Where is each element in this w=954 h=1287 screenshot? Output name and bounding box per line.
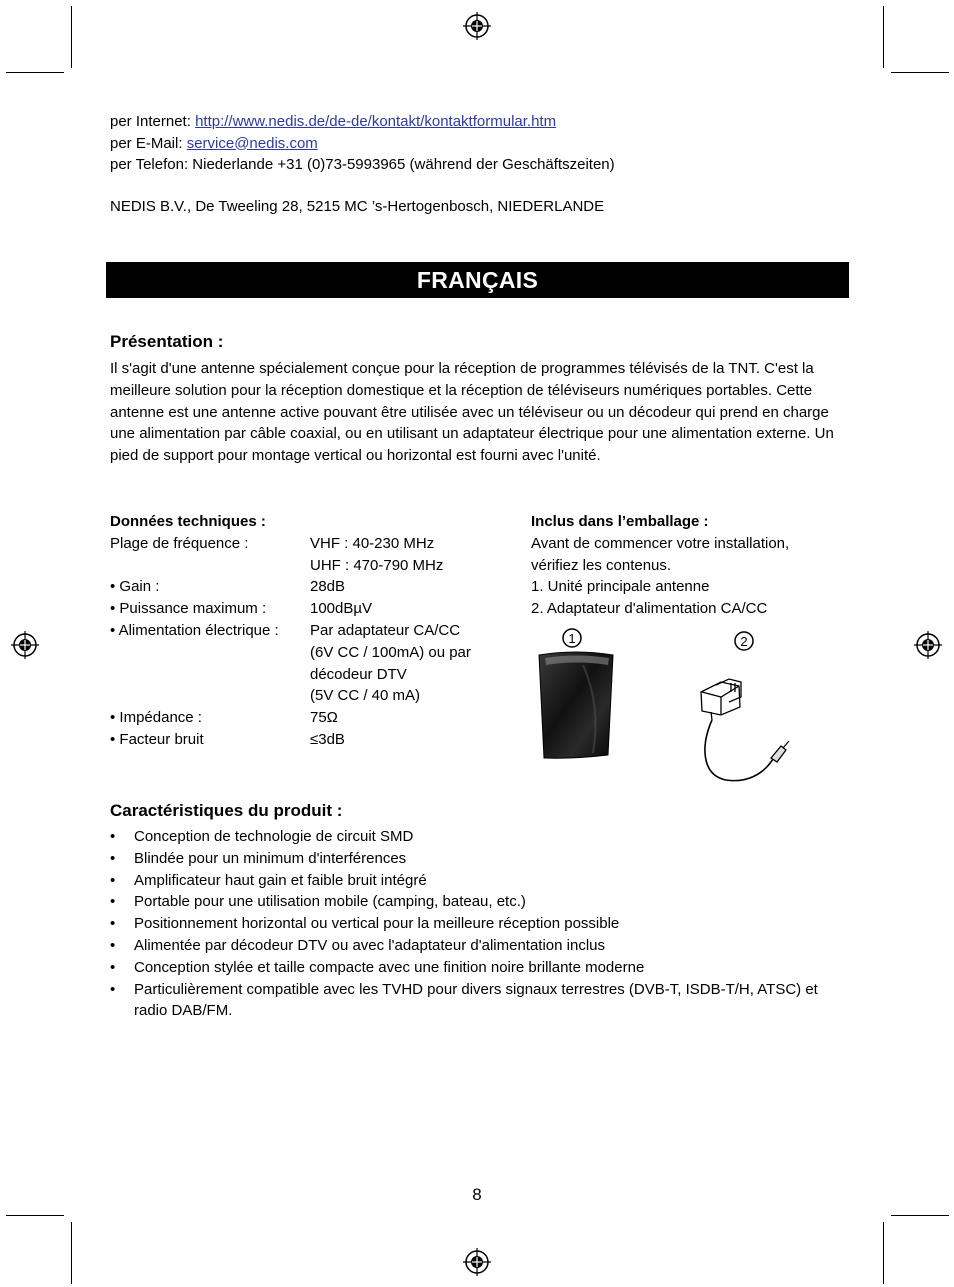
phone-row: per Telefon: Niederlande +31 (0)73-5993965 (während der Geschäftszeiten) — [110, 156, 615, 173]
spec-row — [110, 707, 510, 729]
spec-label: • Puissance maximum : — [110, 600, 267, 618]
spec-label — [110, 642, 310, 664]
crop-mark — [891, 1215, 949, 1216]
registration-mark-icon — [462, 1247, 492, 1277]
spec-row — [110, 685, 510, 707]
spec-value: (5V CC / 40 mA) — [310, 687, 421, 705]
registration-mark-icon — [462, 11, 492, 41]
internet-link[interactable]: http://www.nedis.de/de-de/kontakt/kontaktformular.htm — [195, 113, 557, 130]
bullet: • — [110, 980, 116, 998]
spec-row — [110, 729, 510, 751]
spec-value: 28dB — [310, 578, 346, 596]
spec-value: 75Ω — [310, 709, 338, 727]
features-list — [110, 826, 845, 1022]
crop-mark — [883, 6, 884, 68]
bullet: • — [110, 958, 116, 976]
email-label: per E-Mail: — [110, 134, 187, 152]
bullet: • — [110, 849, 116, 867]
power-adapter-icon — [701, 679, 789, 781]
package-intro-line: vérifiez les contenus. — [531, 556, 672, 574]
registration-mark-icon — [913, 630, 943, 660]
list-item — [110, 957, 845, 979]
package-item: 1. Unité principale antenne — [531, 578, 710, 596]
item-number-1-icon — [563, 629, 581, 647]
package-intro-line: Avant de commencer votre installation, — [531, 534, 790, 552]
feature-text: Amplificateur haut gain et faible bruit intégré — [134, 871, 427, 889]
spec-value: décodeur DTV — [310, 665, 407, 683]
section-title-banner — [106, 262, 849, 298]
list-item — [110, 826, 845, 848]
spec-label: • Alimentation électrique : — [110, 621, 279, 639]
contact-block — [110, 111, 850, 176]
bullet: • — [110, 871, 116, 889]
spec-label — [110, 685, 310, 707]
feature-text: Particulièrement compatible avec les TVHD pour divers signaux terrestres (DVB-T, ISDB-T/H, ATSC) et radio DAB/FM. — [134, 980, 818, 1020]
spec-value: Par adaptateur CA/CC — [310, 621, 461, 639]
spec-value: VHF : 40-230 MHz — [310, 534, 435, 552]
antenna-unit-icon — [539, 652, 613, 758]
feature-text: Positionnement horizontal ou vertical pour la meilleure réception possible — [134, 915, 620, 933]
bullet: • — [110, 828, 116, 845]
spec-value: UHF : 470-790 MHz — [310, 556, 444, 574]
spec-label — [110, 555, 310, 577]
spec-label: • Impédance : — [110, 709, 202, 727]
technical-specs — [110, 511, 510, 751]
registration-mark-icon — [10, 630, 40, 660]
product-illustration — [531, 625, 796, 785]
features-heading: Caractéristiques du produit : — [110, 801, 343, 820]
spec-row — [110, 642, 510, 664]
internet-row — [110, 111, 850, 133]
bullet: • — [110, 936, 116, 954]
page-number: 8 — [472, 1185, 482, 1204]
list-item — [110, 935, 845, 957]
feature-text: Blindée pour un minimum d'interférences — [134, 849, 407, 867]
crop-mark — [891, 72, 949, 73]
spec-label: Plage de fréquence : — [110, 534, 249, 552]
spec-label: • Facteur bruit — [110, 730, 204, 748]
spec-value: ≤3dB — [310, 730, 345, 748]
item-number-1-label: 1 — [568, 631, 576, 646]
bullet: • — [110, 915, 116, 933]
list-item — [110, 891, 845, 913]
spec-row — [110, 576, 510, 598]
feature-text: Portable pour une utilisation mobile (camping, bateau, etc.) — [134, 893, 526, 911]
internet-label: per Internet: — [110, 113, 196, 130]
crop-mark — [883, 1222, 884, 1284]
presentation-text: Il s'agit d'une antenne spécialement conçue pour la réception de programmes télévisés de la TNT. C'est la meilleure solution pour la réception domestique et la réception de téléviseurs numériques portables. Cette antenne est une antenne active pouvant être utilisée avec un téléviseur ou un décodeur qui prend en charge une alimentation par câble coaxial, ou en utilisant un adaptateur électrique pour une alimentation externe. Un pied de support pour montage vertical ou horizontal est fourni avec l'unité. — [110, 360, 834, 465]
bullet: • — [110, 893, 116, 911]
crop-mark — [71, 1222, 72, 1284]
item-number-2-icon — [735, 632, 753, 650]
spec-row — [110, 620, 510, 642]
spec-value: 100dBµV — [310, 600, 373, 618]
package-heading: Inclus dans l’emballage : — [531, 513, 709, 530]
spec-row — [110, 555, 510, 577]
spec-row — [110, 533, 510, 555]
spec-row — [110, 664, 510, 686]
feature-text: Conception stylée et taille compacte avec une finition noire brillante moderne — [134, 958, 645, 976]
spec-value: (6V CC / 100mA) ou par — [310, 643, 471, 661]
crop-mark — [71, 6, 72, 68]
company-address: NEDIS B.V., De Tweeling 28, 5215 MC ’s-Hertogenbosch, NIEDERLANDE — [110, 198, 605, 215]
list-item — [110, 848, 845, 870]
presentation-heading: Présentation : — [110, 332, 224, 351]
list-item — [110, 979, 845, 1023]
email-link[interactable]: service@nedis.com — [186, 134, 318, 152]
specs-heading: Données techniques : — [110, 513, 266, 530]
feature-text: Alimentée par décodeur DTV ou avec l'adaptateur d'alimentation inclus — [134, 936, 605, 954]
feature-text: Conception de technologie de circuit SMD — [134, 828, 414, 845]
list-item — [110, 870, 845, 892]
item-number-2-label: 2 — [740, 634, 748, 649]
package-contents — [531, 511, 851, 620]
spec-label — [110, 664, 310, 686]
spec-row — [110, 598, 510, 620]
package-item: 2. Adaptateur d'alimentation CA/CC — [531, 600, 768, 618]
section-title: FRANÇAIS — [416, 266, 539, 293]
list-item — [110, 913, 845, 935]
spec-label: • Gain : — [110, 578, 160, 596]
crop-mark — [6, 72, 64, 73]
crop-mark — [6, 1215, 64, 1216]
email-row — [110, 133, 850, 155]
